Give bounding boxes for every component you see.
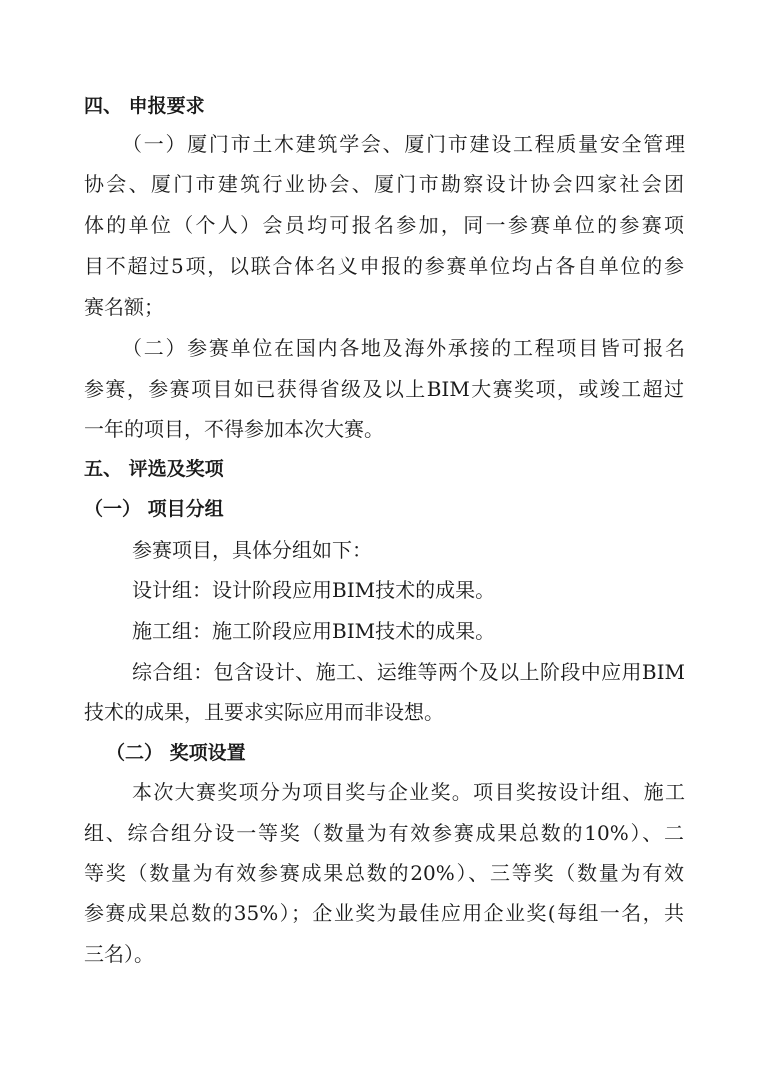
section-5-sub-2-heading: （二） 奖项设置 [106,742,246,764]
group-integrated-line-2: 技术的成果，且要求实际应用而非设想。 [84,700,444,724]
section-4-item-1-line-1: （一）厦门市土木建筑学会、厦门市建设工程质量安全管理 [122,132,685,156]
section-4-item-2-line-2: 参赛，参赛项目如已获得省级及以上BIM大赛奖项，或竣工超过 [84,377,684,401]
awards-line-2: 组、综合组分设一等奖（数量为有效参赛成果总数的10%）、二 [84,821,684,845]
section-5-heading: 五、 评选及奖项 [84,458,224,480]
section-5-sub-1-intro: 参赛项目，具体分组如下： [132,538,372,562]
section-4-item-1-line-3: 体的单位（个人）会员均可报名参加，同一参赛单位的参赛项 [84,213,684,237]
section-4-item-1-line-2: 协会、厦门市建筑行业协会、厦门市勘察设计协会四家社会团 [84,172,684,196]
section-5-sub-1-heading: （一） 项目分组 [84,498,224,520]
section-4-item-1-line-4: 目不超过5项，以联合体名义申报的参赛单位均占各自单位的参 [84,254,684,278]
awards-line-3: 等奖（数量为有效参赛成果总数的20%）、三等奖（数量为有效 [84,861,684,885]
section-4-item-1-line-5: 赛名额； [84,295,164,319]
awards-line-4: 参赛成果总数的35%）；企业奖为最佳应用企业奖(每组一名，共 [84,901,684,925]
section-4-heading: 四、 申报要求 [84,95,205,117]
section-4-item-2-line-3: 一年的项目，不得参加本次大赛。 [84,417,384,441]
group-construction-text: 施工组：施工阶段应用BIM技术的成果。 [132,619,496,643]
awards-line-1: 本次大赛奖项分为项目奖与企业奖。项目奖按设计组、施工 [132,780,685,804]
section-4-item-2-line-1: （二）参赛单位在国内各地及海外承接的工程项目皆可报名 [122,336,685,360]
group-integrated-line-1: 综合组：包含设计、施工、运维等两个及以上阶段中应用BIM [132,660,685,684]
group-design-text: 设计组：设计阶段应用BIM技术的成果。 [132,578,496,602]
awards-line-5: 三名）。 [84,942,154,966]
